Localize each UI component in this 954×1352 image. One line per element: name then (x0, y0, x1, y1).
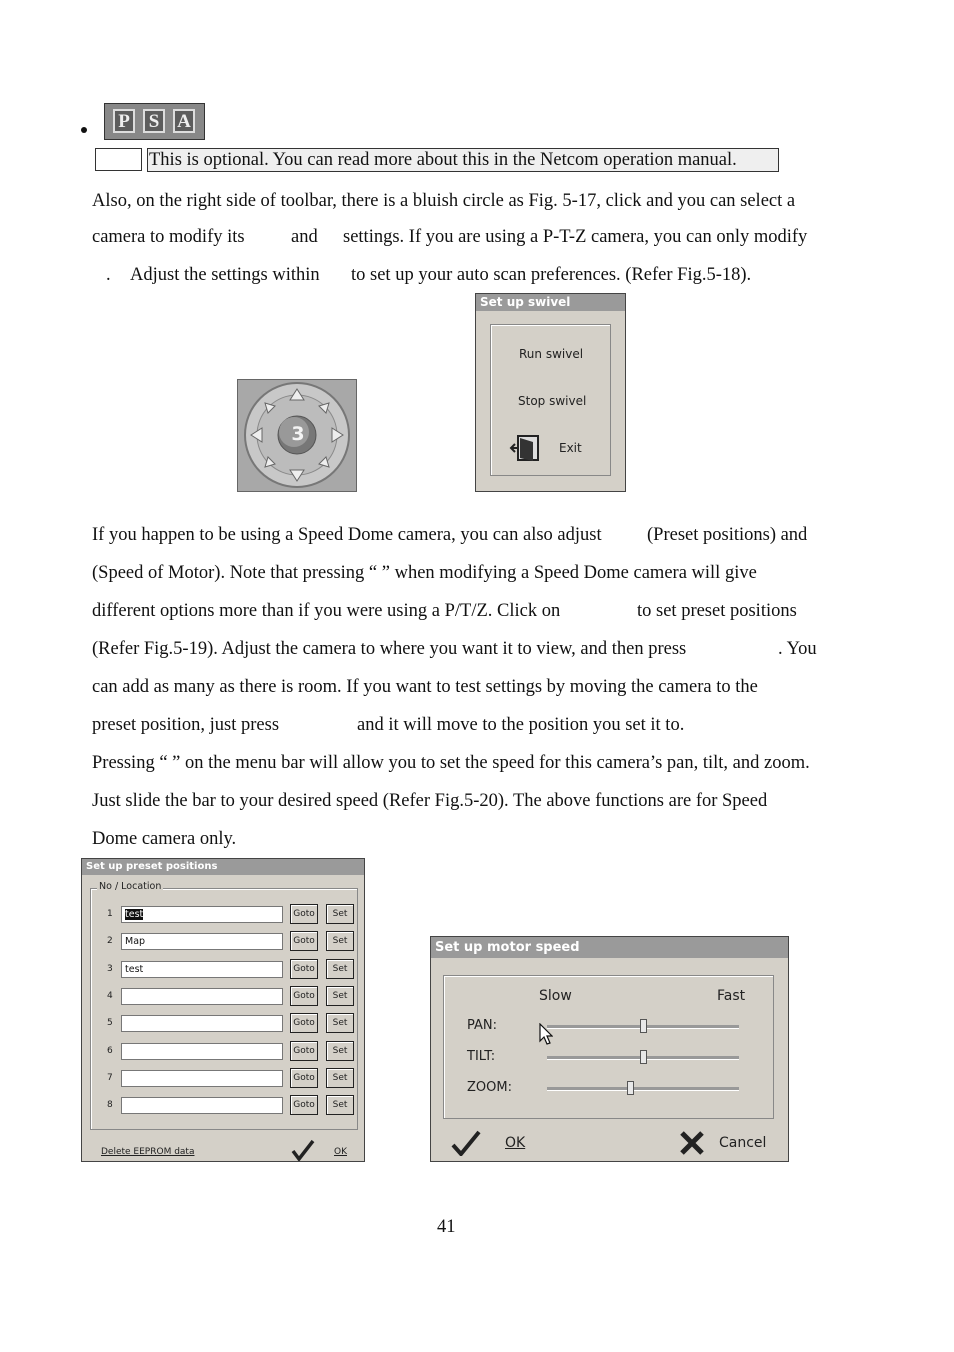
run-swivel-button[interactable]: Run swivel (519, 347, 584, 361)
para2-line5: can add as many as there is room. If you want to test settings by moving the camera to the (92, 677, 758, 697)
preset-group-label: No / Location (99, 881, 162, 892)
preset-dialog (81, 858, 365, 1162)
goto-button[interactable]: Goto (290, 986, 318, 1006)
goto-button[interactable]: Goto (290, 959, 318, 979)
preset-row-number: 4 (107, 990, 113, 1001)
para2-line9: Dome camera only. (92, 829, 237, 849)
goto-button[interactable]: Goto (290, 1068, 318, 1088)
goto-button[interactable]: Goto (290, 1095, 318, 1115)
goto-button[interactable]: Goto (290, 1041, 318, 1061)
speed-slider-track[interactable] (547, 1087, 739, 1091)
para1-line3c: to set up your auto scan preferences. (Refer Fig.5-18). (351, 265, 752, 285)
preset-row-number: 8 (107, 1100, 113, 1111)
set-button[interactable]: Set (326, 1041, 354, 1061)
motor-ok-button[interactable]: OK (505, 1135, 526, 1151)
checkmark-icon (291, 1139, 315, 1161)
speed-slider-thumb[interactable] (640, 1019, 647, 1033)
motor-dialog (430, 936, 789, 1162)
preset-location-input[interactable]: test (121, 961, 283, 978)
a-key[interactable]: A (173, 109, 195, 133)
stop-swivel-button[interactable]: Stop swivel (518, 394, 587, 408)
delete-eeprom-button[interactable]: Delete EEPROM data (101, 1147, 195, 1157)
para2-line6a: preset position, just press (92, 715, 280, 735)
preset-row-number: 3 (107, 963, 113, 974)
preset-location-input[interactable] (121, 1070, 283, 1087)
motor-title: Set up motor speed (431, 937, 788, 958)
preset-row-number: 5 (107, 1018, 113, 1029)
para1-line1: Also, on the right side of toolbar, there is a bluish circle as Fig. 5-17, click and you can select a (92, 191, 796, 211)
goto-button[interactable]: Goto (290, 904, 318, 924)
preset-ok-button[interactable]: OK (334, 1147, 347, 1157)
exit-button[interactable]: Exit (559, 441, 582, 455)
preset-location-input[interactable] (121, 1043, 283, 1060)
para1-line3a: . (106, 265, 111, 285)
goto-button[interactable]: Goto (290, 931, 318, 951)
para2-line3a: different options more than if you were using a P/T/Z. Click on (92, 601, 561, 621)
blank-box (95, 148, 142, 171)
swivel-title: Set up swivel (476, 294, 625, 311)
p-key[interactable]: P (113, 109, 135, 133)
set-button[interactable]: Set (326, 1068, 354, 1088)
para2-line6b: and it will move to the position you set it to. (357, 715, 685, 735)
para2-line4a: (Refer Fig.5-19). Adjust the camera to where you want it to view, and then press (92, 639, 687, 659)
para2-line7: Pressing “ ” on the menu bar will allow you to set the speed for this camera’s pan, tilt, and zoom. (92, 753, 810, 773)
para2-line2: (Speed of Motor). Note that pressing “ ” when modifying a Speed Dome camera will give (92, 563, 757, 583)
preset-row-number: 7 (107, 1072, 113, 1083)
para1-line3b: Adjust the settings within (130, 265, 320, 285)
preset-row-number: 1 (107, 909, 113, 919)
swivel-dialog (475, 293, 626, 492)
speed-slider-thumb[interactable] (640, 1050, 647, 1064)
preset-group (90, 888, 358, 1130)
preset-row-number: 6 (107, 1045, 113, 1056)
set-button[interactable]: Set (326, 986, 354, 1006)
preset-location-input[interactable] (121, 988, 283, 1005)
psa-toolbar (104, 103, 205, 140)
set-button[interactable]: Set (326, 904, 354, 924)
para2-line8: Just slide the bar to your desired speed (Refer Fig.5-20). The above functions are for Speed (92, 791, 768, 811)
goto-button[interactable]: Goto (290, 1013, 318, 1033)
slow-label: Slow (539, 988, 572, 1004)
preset-title: Set up preset positions (82, 859, 364, 875)
preset-location-input[interactable]: test (121, 906, 283, 923)
para2-line1a: If you happen to be using a Speed Dome camera, you can also adjust (92, 525, 602, 545)
page-number: 41 (437, 1217, 456, 1237)
para1-line2a: camera to modify its (92, 227, 245, 247)
camera-number: 3 (291, 423, 305, 445)
para2-line3b: to set preset positions (637, 601, 797, 621)
ok-checkmark-icon (451, 1130, 481, 1156)
para1-line2c: settings. If you are using a P-T-Z camera, you can only modify (343, 227, 808, 247)
bullet (81, 127, 87, 133)
mouse-cursor-icon (539, 1023, 553, 1045)
preset-row-number: 2 (107, 936, 113, 947)
speed-slider-thumb[interactable] (627, 1081, 634, 1095)
slider-label: TILT: (467, 1049, 496, 1064)
preset-location-input[interactable] (121, 1015, 283, 1032)
set-button[interactable]: Set (326, 1095, 354, 1115)
para2-line4b: . You (778, 639, 817, 659)
cancel-x-icon (679, 1130, 705, 1156)
set-button[interactable]: Set (326, 931, 354, 951)
motor-cancel-button[interactable]: Cancel (719, 1135, 767, 1151)
slider-label: ZOOM: (467, 1080, 512, 1095)
fast-label: Fast (717, 988, 746, 1004)
ptz-direction-control[interactable] (237, 379, 357, 492)
preset-location-input[interactable] (121, 1097, 283, 1114)
optional-note: This is optional. You can read more about this in the Netcom operation manual. (147, 148, 779, 172)
para2-line1b: (Preset positions) and (647, 525, 808, 545)
set-button[interactable]: Set (326, 1013, 354, 1033)
set-button[interactable]: Set (326, 959, 354, 979)
s-key[interactable]: S (143, 109, 165, 133)
slider-label: PAN: (467, 1018, 498, 1033)
exit-door-icon (509, 434, 543, 462)
para1-line2b: and (291, 227, 318, 247)
preset-location-input[interactable]: Map (121, 933, 283, 950)
